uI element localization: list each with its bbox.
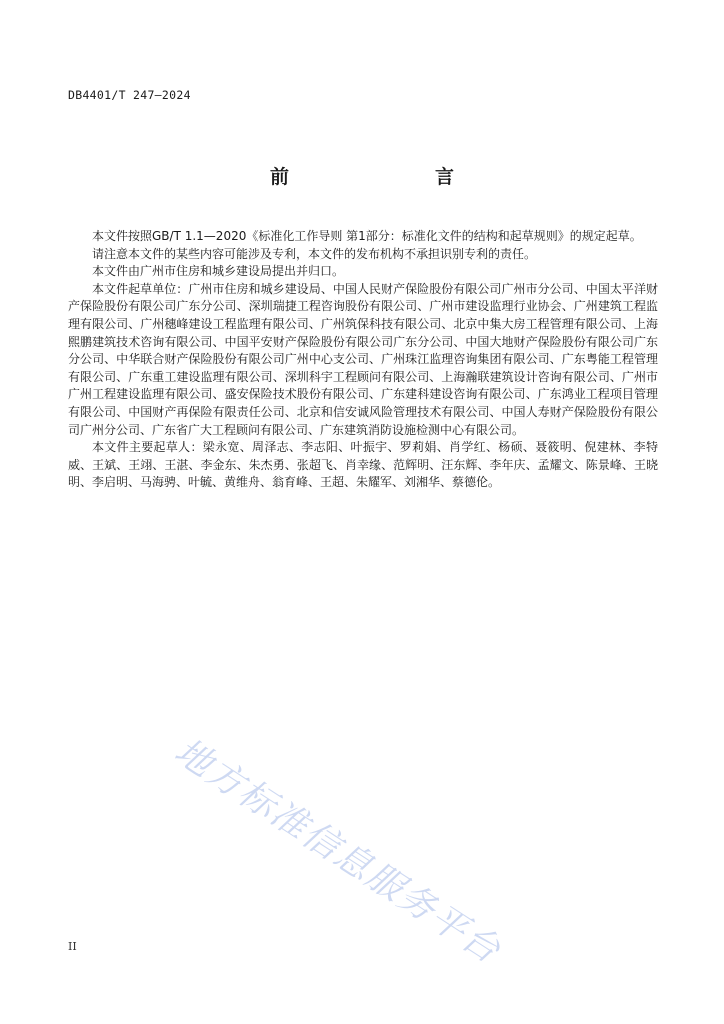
document-code: DB4401/T 247—2024 bbox=[68, 88, 191, 102]
watermark: 地方标准信息服务平台 bbox=[167, 730, 509, 973]
page-number: II bbox=[68, 940, 77, 953]
page-title: 前 言 bbox=[269, 166, 490, 188]
paragraph-standard-basis: 本文件按照GB/T 1.1—2020《标准化工作导则 第1部分：标准化文件的结构和起草规则》的规定起草。 bbox=[92, 229, 642, 243]
body-text bbox=[68, 228, 658, 492]
paragraph-proposer: 本文件由广州市住房和城乡建设局提出并归口。 bbox=[92, 264, 345, 279]
paragraph-drafting-units: 本文件起草单位：广州市住房和城乡建设局、中国人民财产保险股份有限公司广州市分公司、中国太平洋财产保险股份有限公司广东分公司、深圳瑞捷工程咨询股份有限公司、广州市建设监理行业协会、广州建筑工程监理有限公司、广州穗峰建设工程监理有限公司、广州筑保科技有限公司、北京中集大房工程管理有限公司、上海熙鹏建筑技术咨询有限公司、中国平安财产保险股份有限公司广东分公司、中国大地财产保险股份有限公司广东分公司、中华联合财产保险股份有限公司广州中心支公司、广州珠江监理咨询集团有限公司、广东粤能工程管理有限公司、广东重工建设监理有限公司、深圳科宇工程顾问有限公司、上海瀚联建筑设计咨询有限公司、广州市广州工程建设监理有限公司、盛安保险技术股份有限公司、广东建科建设咨询有限公司、广东鸿业工程项目管理有限公司、中国财产再保险有限责任公司、北京和信安诚风险管理技术有限公司、中国人寿财产保险股份有限公司广州分公司、广东省广大工程顾问有限公司、广东建筑消防设施检测中心有限公司。 bbox=[68, 281, 658, 437]
paragraph-drafters: 本文件主要起草人：梁永宽、周泽志、李志阳、叶振宇、罗莉娟、肖学红、杨硕、聂筱明、倪建林、李特威、王斌、王翊、王湛、李金东、朱杰勇、张超飞、肖幸缘、范辉明、汪东辉、李年庆、孟耀文、陈景峰、王晓明、李启明、马海骋、叶毓、黄维舟、翁育峰、王超、朱耀军、刘湘华、蔡德伦。 bbox=[68, 440, 658, 490]
paragraph-patent-notice: 请注意本文件的某些内容可能涉及专利，本文件的发布机构不承担识别专利的责任。 bbox=[92, 246, 537, 261]
